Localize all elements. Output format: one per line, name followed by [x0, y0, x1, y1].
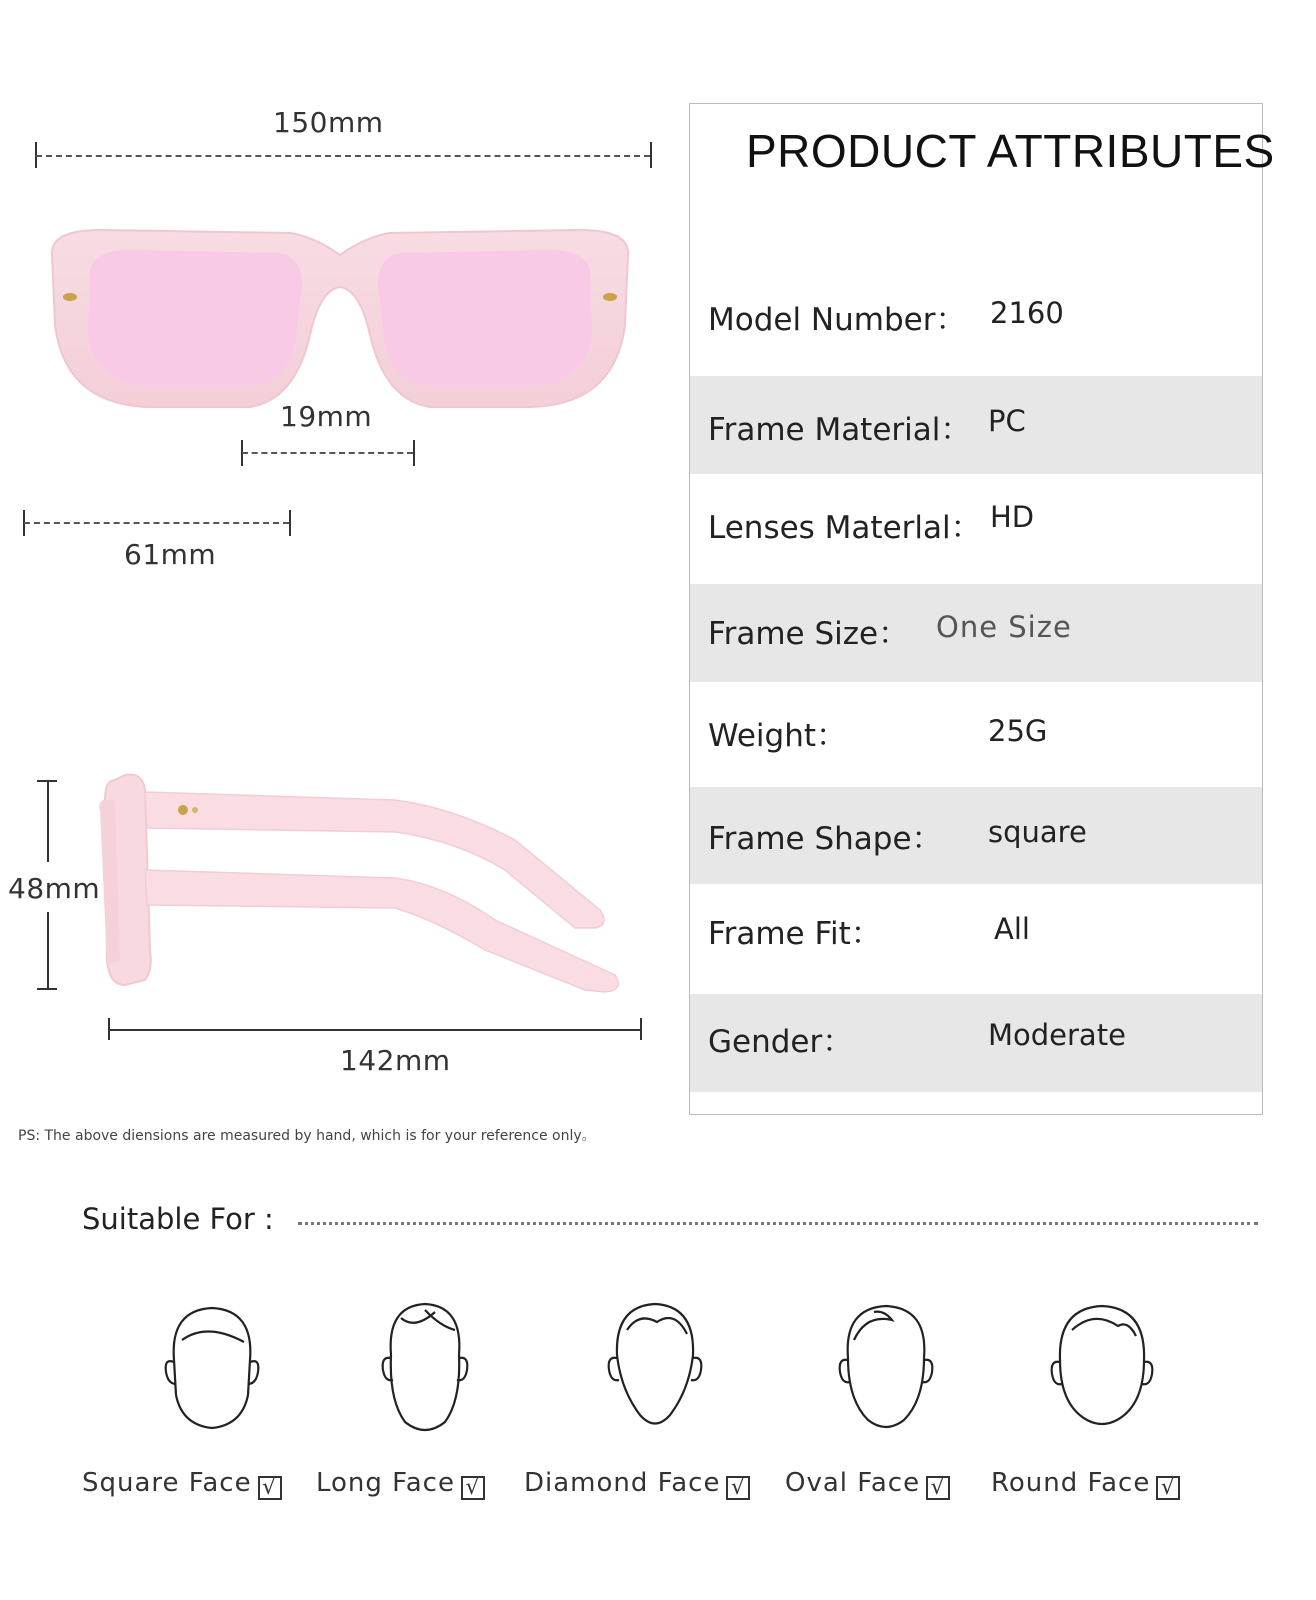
attribute-row: [690, 584, 1262, 682]
attribute-value: All: [994, 912, 1030, 946]
dim-tick: [289, 510, 291, 536]
oval-face-icon: [826, 1300, 946, 1440]
long-face-icon: [365, 1300, 485, 1440]
dim-tick: [37, 988, 57, 990]
attribute-value: Moderate: [988, 1018, 1126, 1052]
glasses-side-image: [95, 770, 635, 1000]
checkbox-checked-icon: √: [1156, 1476, 1180, 1500]
attribute-value: 25G: [988, 714, 1048, 748]
temple-length-label: 142mm: [340, 1044, 451, 1077]
checkbox-checked-icon: √: [726, 1476, 750, 1500]
lens-height-line: [47, 912, 49, 988]
glasses-front-image: [40, 215, 640, 415]
attribute-row: [690, 474, 1262, 584]
attribute-label: Frame Size：: [708, 616, 910, 652]
face-label-text: Square Face: [82, 1468, 252, 1498]
face-label-text: Long Face: [316, 1468, 455, 1498]
total-width-line: [36, 155, 650, 157]
lens-width-label: 61mm: [124, 538, 217, 571]
attribute-label: Gender：: [708, 1024, 854, 1060]
checkbox-checked-icon: √: [461, 1476, 485, 1500]
attribute-label: Frame Fit：: [708, 916, 882, 952]
attribute-label: Frame Shape：: [708, 821, 943, 857]
checkbox-checked-icon: √: [926, 1476, 950, 1500]
attribute-value: 2160: [990, 296, 1064, 330]
attribute-value: square: [988, 815, 1087, 849]
attribute-row: [690, 682, 1262, 787]
bridge-line: [242, 452, 413, 454]
attributes-title: PRODUCT ATTRIBUTES: [746, 125, 1275, 177]
attribute-label: Lenses Materlal：: [708, 510, 982, 546]
dotted-divider: [298, 1222, 1258, 1225]
round-face-icon: [1042, 1300, 1162, 1440]
total-width-label: 150mm: [273, 106, 384, 139]
diamond-face-icon: [595, 1300, 715, 1440]
lens-width-line: [24, 522, 289, 524]
attribute-value: One Size: [936, 610, 1072, 644]
face-label: [524, 1468, 750, 1500]
temple-length-line: [109, 1029, 640, 1031]
dim-tick: [640, 1018, 642, 1040]
dim-tick: [650, 142, 652, 168]
suitable-for-title: Suitable For :: [82, 1202, 274, 1236]
lens-height-line: [47, 780, 49, 862]
attribute-label: Model Number：: [708, 302, 967, 338]
measurement-note: PS: The above diensions are measured by hand, which is for your reference only。: [18, 1128, 596, 1144]
lens-height-label: 48mm: [8, 872, 101, 905]
square-face-icon: [152, 1300, 272, 1440]
product-attributes-panel: [689, 103, 1275, 1115]
face-label: [785, 1468, 950, 1500]
attribute-row: [690, 266, 1262, 376]
attribute-row: [690, 994, 1262, 1092]
face-label-text: Oval Face: [785, 1468, 921, 1498]
attribute-row: [690, 884, 1262, 994]
attribute-label: Frame Material：: [708, 412, 972, 448]
face-label: [82, 1468, 282, 1500]
attribute-row: [690, 787, 1262, 884]
face-label-text: Diamond Face: [524, 1468, 721, 1498]
checkbox-checked-icon: √: [258, 1476, 282, 1500]
attribute-label: Weight：: [708, 718, 848, 754]
attribute-value: HD: [990, 500, 1035, 534]
dim-tick: [413, 440, 415, 466]
bridge-label: 19mm: [280, 400, 373, 433]
face-label: [316, 1468, 485, 1500]
attribute-value: PC: [988, 404, 1026, 438]
attribute-row: [690, 376, 1262, 474]
face-label-text: Round Face: [991, 1468, 1151, 1498]
face-label: [991, 1468, 1180, 1500]
